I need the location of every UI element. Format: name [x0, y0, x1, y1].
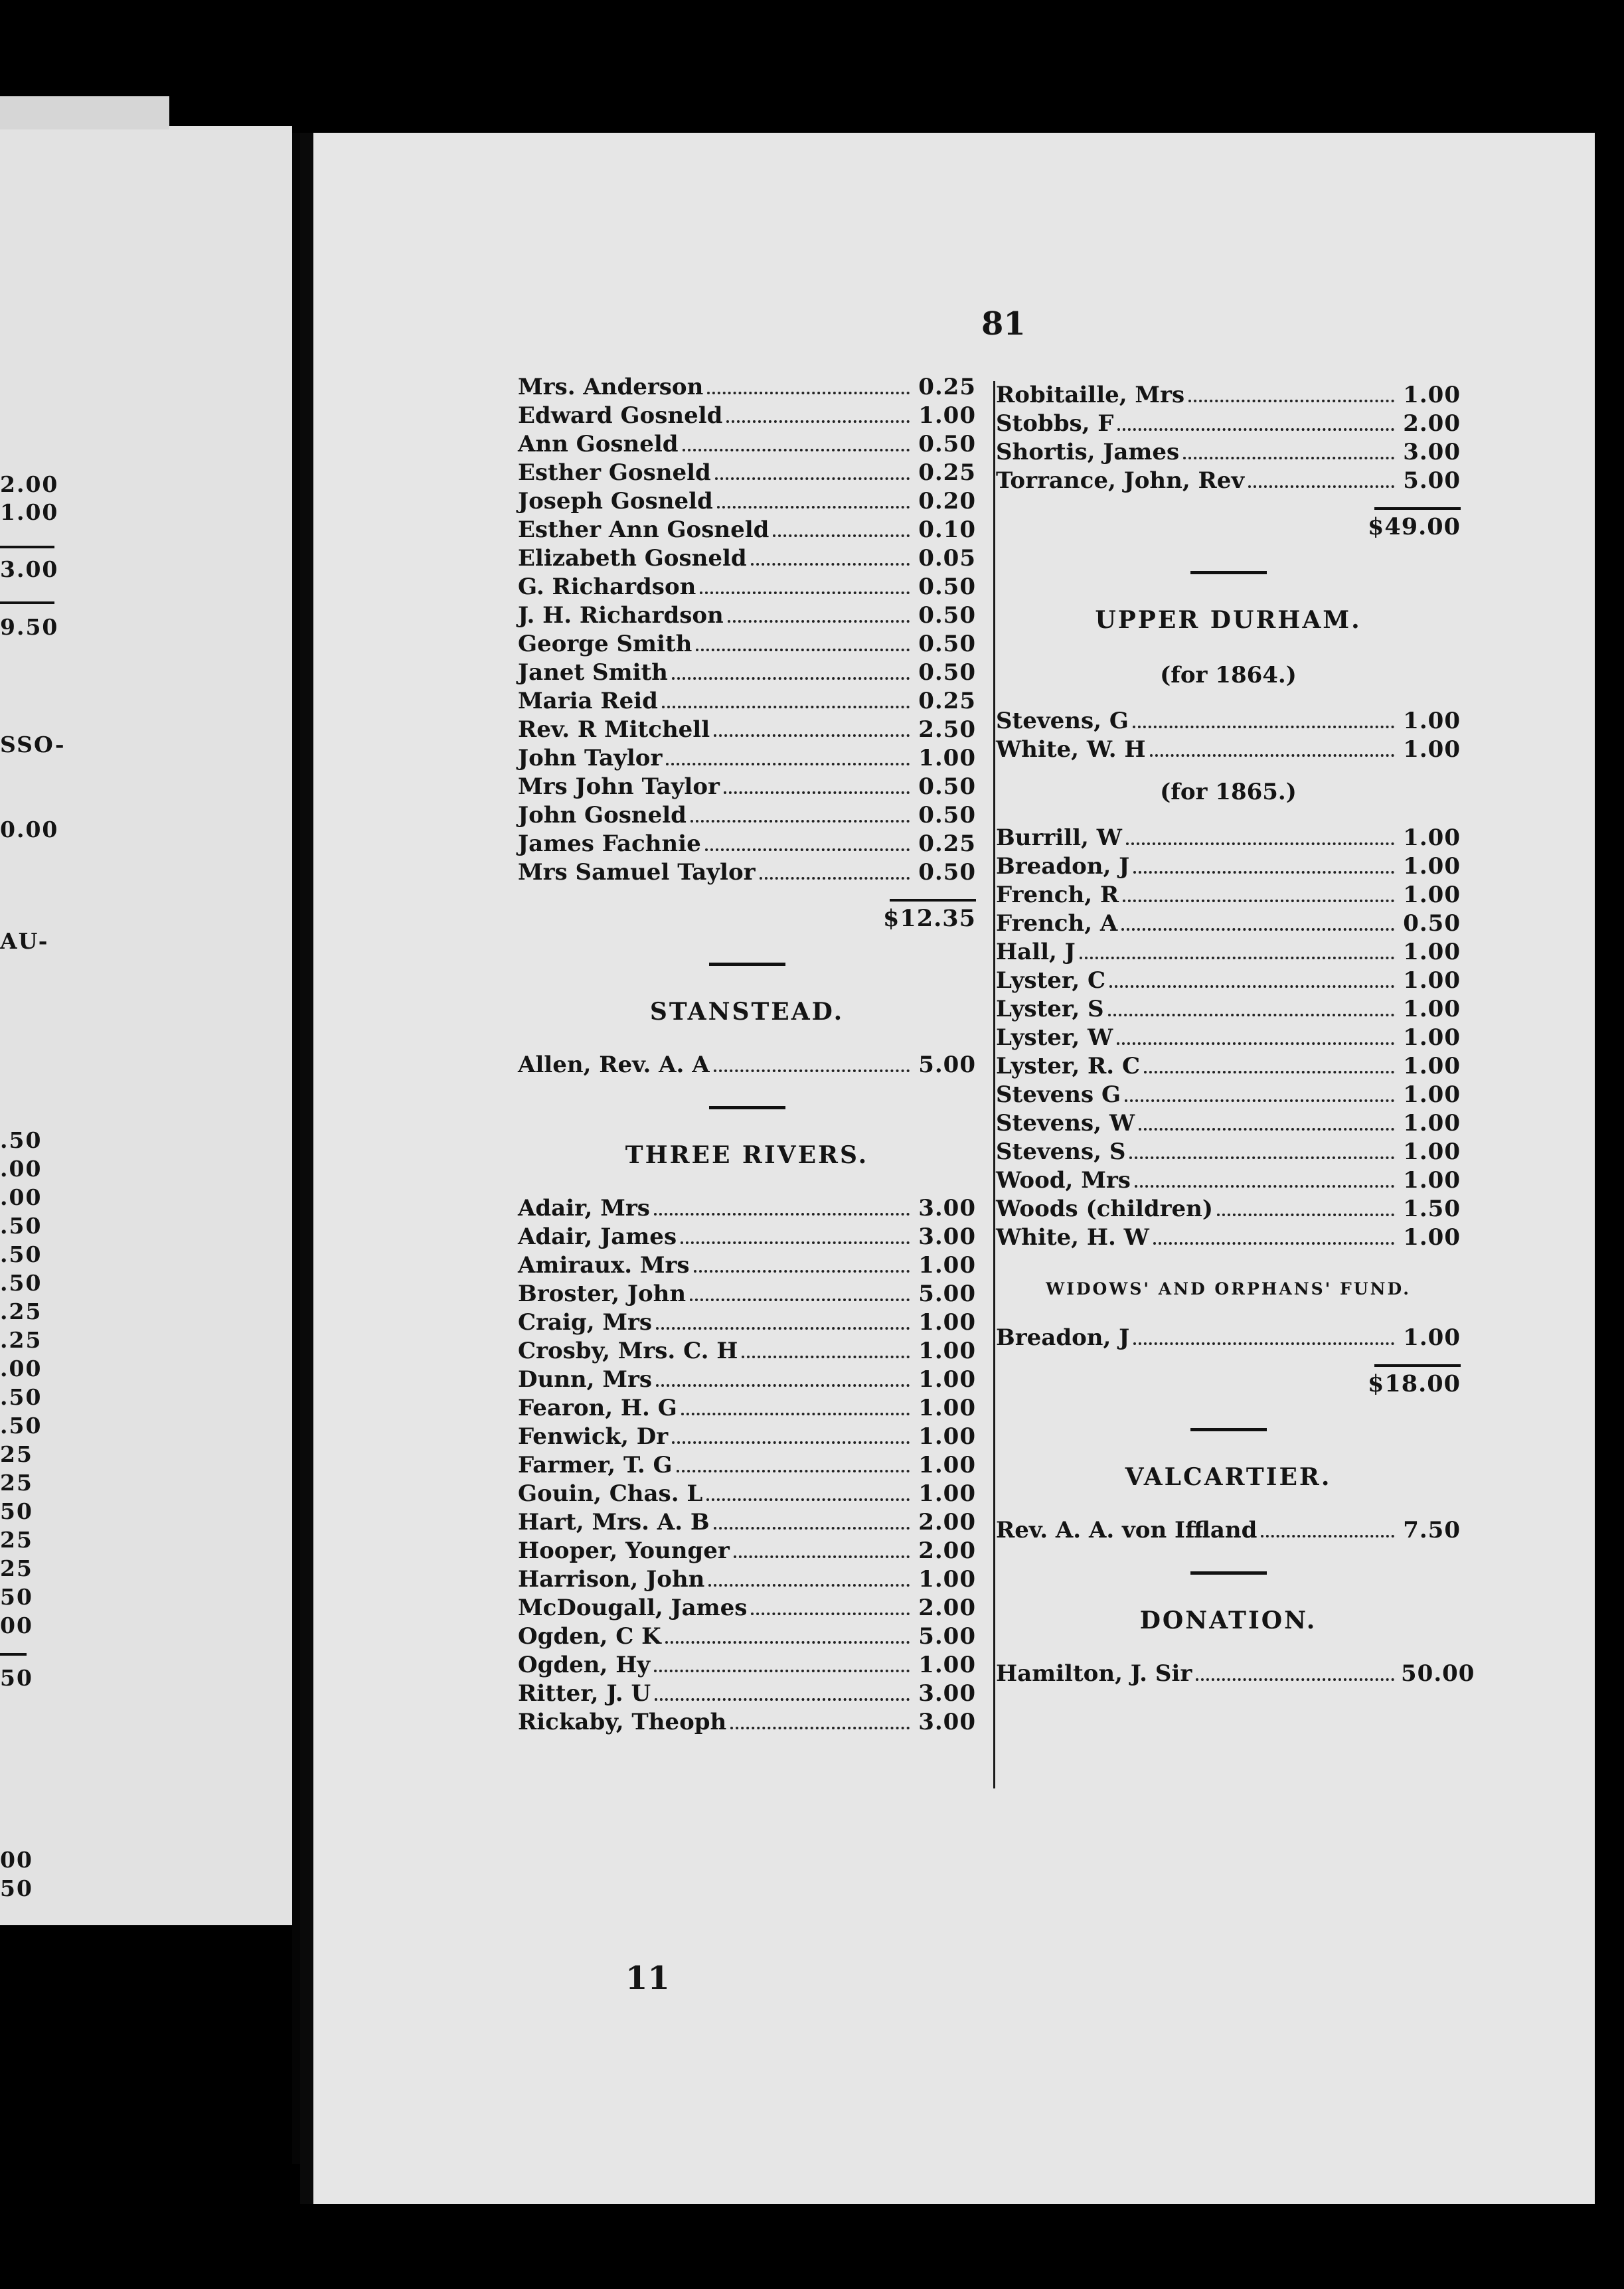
donor-name: White, H. W	[996, 1224, 1149, 1251]
donor-amount: 1.00	[1403, 736, 1461, 763]
list-item	[996, 467, 1461, 495]
donor-amount: 0.50	[1403, 910, 1461, 937]
donor-amount: 1.00	[1403, 1139, 1461, 1165]
donor-amount: 2.50	[918, 716, 976, 743]
section-heading: THREE RIVERS.	[625, 1141, 869, 1169]
donor-name: Harrison, John	[518, 1566, 705, 1593]
donor-name: Esther Gosneld	[518, 459, 711, 486]
donor-amount: 2.00	[918, 1538, 976, 1564]
donor-amount: 1.00	[918, 1309, 976, 1336]
donor-amount: 50.00	[1401, 1660, 1475, 1687]
left-page-tab	[0, 96, 169, 129]
donor-amount: 1.00	[918, 1566, 976, 1593]
donor-amount: 0.50	[918, 574, 976, 600]
donor-amount: 1.00	[1403, 1053, 1461, 1079]
donor-amount: 5.00	[918, 1281, 976, 1307]
list-item	[518, 1622, 976, 1651]
list-item	[996, 909, 1461, 938]
list-item	[518, 1280, 976, 1308]
donor-amount: 1.00	[1403, 1081, 1461, 1108]
left-page-fragment	[0, 126, 292, 1925]
list-item	[996, 938, 1461, 967]
donor-name: Adair, Mrs	[518, 1195, 650, 1222]
donor-name: Craig, Mrs	[518, 1309, 653, 1336]
donor-name: Hamilton, J. Sir	[996, 1660, 1192, 1687]
donor-name: Breadon, J	[996, 1324, 1130, 1351]
donor-name: Farmer, T. G	[518, 1452, 673, 1478]
list-item	[996, 1324, 1461, 1352]
donor-name: Mrs Samuel Taylor	[518, 859, 756, 886]
donor-amount: 1.50	[1403, 1196, 1461, 1222]
donor-amount: 1.00	[1403, 1324, 1461, 1351]
edge-rule	[0, 546, 54, 548]
donor-name: McDougall, James	[518, 1595, 748, 1621]
edge-text: 00	[0, 1613, 33, 1638]
donor-amount: 3.00	[918, 1709, 976, 1735]
donor-amount: 2.00	[918, 1509, 976, 1536]
edge-text: 50	[0, 1875, 33, 1901]
list-item	[996, 967, 1461, 995]
section-separator	[709, 1106, 785, 1109]
list-item	[518, 573, 976, 601]
donor-amount: 1.00	[1403, 853, 1461, 880]
list-item	[518, 1194, 976, 1223]
donor-amount: 1.00	[918, 1366, 976, 1393]
donor-amount: 1.00	[918, 1652, 976, 1678]
donor-amount: 2.00	[918, 1595, 976, 1621]
list-item	[996, 1081, 1461, 1109]
donor-name: James Fachnie	[518, 830, 701, 857]
donor-amount: 0.50	[918, 431, 976, 457]
donor-name: John Taylor	[518, 745, 663, 771]
list-item	[996, 736, 1461, 764]
edge-text: 3.00	[0, 556, 59, 582]
donor-amount: 3.00	[1403, 439, 1461, 465]
edge-text: SSO-	[0, 732, 66, 757]
donor-name: White, W. H	[996, 736, 1146, 763]
list-item	[518, 1680, 976, 1708]
donor-name: Stevens, G	[996, 708, 1129, 734]
list-item	[996, 1138, 1461, 1166]
donor-amount: 0.50	[918, 773, 976, 800]
donor-amount: 1.00	[1403, 967, 1461, 994]
column-right	[996, 381, 1475, 1688]
list-item	[518, 630, 976, 659]
list-item	[518, 1366, 976, 1394]
list-item	[518, 601, 976, 630]
donor-amount: 0.50	[918, 859, 976, 886]
list-item	[996, 1052, 1461, 1081]
donor-name: Rev. R Mitchell	[518, 716, 710, 743]
donor-amount: 1.00	[1403, 939, 1461, 965]
edge-text: .00	[0, 1356, 42, 1381]
donor-name: Breadon, J	[996, 853, 1130, 880]
donor-name: Adair, James	[518, 1223, 677, 1250]
donor-name: Janet Smith	[518, 659, 668, 686]
list-item	[996, 1024, 1461, 1052]
donor-name: Joseph Gosneld	[518, 488, 713, 514]
list-item	[996, 852, 1461, 881]
donor-name: Rev. A. A. von Iffland	[996, 1517, 1258, 1543]
list-item	[996, 707, 1461, 736]
list-item	[518, 1251, 976, 1280]
list-item	[518, 1537, 976, 1565]
donor-name: Elizabeth Gosneld	[518, 545, 747, 572]
donor-name: Crosby, Mrs. C. H	[518, 1338, 738, 1364]
list-item	[518, 459, 976, 487]
donor-name: Maria Reid	[518, 688, 658, 714]
donor-amount: 1.00	[918, 402, 976, 429]
edge-text: 25	[0, 1555, 33, 1581]
donor-name: John Gosneld	[518, 802, 687, 829]
year-subheading: (for 1865.)	[1160, 779, 1297, 805]
list-item	[518, 659, 976, 687]
edge-text: .50	[0, 1384, 42, 1410]
list-item	[518, 1051, 976, 1079]
edge-rule	[0, 1653, 27, 1656]
donor-amount: 1.00	[1403, 1110, 1461, 1137]
section-separator	[709, 963, 785, 966]
edge-text: .50	[0, 1127, 42, 1153]
donor-name: Hart, Mrs. A. B	[518, 1509, 710, 1536]
list-item	[996, 1660, 1475, 1688]
section-heading: DONATION.	[1139, 1607, 1317, 1634]
column-left	[518, 373, 976, 1737]
list-item	[518, 773, 976, 801]
edge-rule	[0, 601, 54, 604]
donor-name: Hall, J	[996, 939, 1076, 965]
donor-name: Shortis, James	[996, 439, 1180, 465]
donor-amount: 1.00	[918, 1252, 976, 1279]
donor-name: Broster, John	[518, 1281, 687, 1307]
donor-name: Torrance, John, Rev	[996, 467, 1245, 494]
donor-name: Stevens G	[996, 1081, 1121, 1108]
donor-amount: 1.00	[1403, 1224, 1461, 1251]
edge-text: .50	[0, 1270, 42, 1296]
donor-list	[996, 824, 1461, 1252]
donor-name: Stevens, W	[996, 1110, 1135, 1137]
list-item	[996, 381, 1461, 410]
donor-amount: 1.00	[1403, 382, 1461, 408]
edge-text: 25	[0, 1527, 33, 1553]
donor-name: J. H. Richardson	[518, 602, 724, 629]
list-item	[996, 1109, 1461, 1138]
edge-text: 00	[0, 1847, 33, 1873]
edge-text: .25	[0, 1299, 42, 1324]
donor-name: Mrs John Taylor	[518, 773, 720, 800]
donor-name: Amiraux. Mrs	[518, 1252, 690, 1279]
list-item	[996, 824, 1461, 852]
donor-amount: 3.00	[918, 1195, 976, 1222]
edge-text: .00	[0, 1184, 42, 1210]
donor-amount: 1.00	[918, 1423, 976, 1450]
sheet-signature: 11	[625, 1960, 670, 1997]
edge-text: 50	[0, 1665, 33, 1691]
donor-amount: 0.50	[918, 602, 976, 629]
list-item	[996, 410, 1461, 438]
donor-amount: 1.00	[918, 1452, 976, 1478]
list-item	[518, 402, 976, 430]
donor-list	[518, 373, 976, 887]
donor-name: Esther Ann Gosneld	[518, 516, 770, 543]
edge-text: .50	[0, 1241, 42, 1267]
list-item	[996, 1223, 1461, 1252]
section-total: $18.00	[1368, 1370, 1461, 1397]
list-item	[518, 830, 976, 858]
list-item	[518, 1394, 976, 1423]
list-item	[996, 881, 1461, 909]
donor-name: Mrs. Anderson	[518, 374, 704, 400]
list-item	[518, 487, 976, 516]
donor-list	[996, 381, 1461, 495]
edge-text: .50	[0, 1213, 42, 1239]
page-number: 81	[981, 305, 1026, 343]
donor-amount: 1.00	[1403, 825, 1461, 851]
donor-name: Gouin, Chas. L	[518, 1480, 703, 1507]
year-subheading: (for 1864.)	[1160, 662, 1297, 688]
donor-name: Lyster, W	[996, 1024, 1113, 1051]
donor-name: Stobbs, F	[996, 410, 1114, 437]
donor-list	[518, 1194, 976, 1737]
section-heading: STANSTEAD.	[649, 998, 845, 1026]
donor-name: Lyster, C	[996, 967, 1106, 994]
donor-name: Robitaille, Mrs	[996, 382, 1185, 408]
list-item	[518, 1508, 976, 1537]
list-item	[518, 516, 976, 544]
donor-amount: 1.00	[918, 1480, 976, 1507]
list-item	[996, 1195, 1461, 1223]
donor-name: Stevens, S	[996, 1139, 1126, 1165]
donor-name: Hooper, Younger	[518, 1538, 730, 1564]
donor-list	[996, 707, 1461, 764]
donor-amount: 1.00	[918, 1395, 976, 1421]
donor-amount: 1.00	[918, 1338, 976, 1364]
edge-text: 25	[0, 1470, 33, 1496]
list-item	[518, 801, 976, 830]
list-item	[518, 1223, 976, 1251]
donor-name: Allen, Rev. A. A	[518, 1052, 710, 1078]
section-separator	[1190, 1571, 1267, 1575]
list-item	[518, 544, 976, 573]
edge-text: 25	[0, 1441, 33, 1467]
edge-text: 50	[0, 1584, 33, 1610]
donor-amount: 1.00	[1403, 1167, 1461, 1194]
list-item	[996, 1516, 1461, 1545]
edge-text: 0.00	[0, 817, 59, 842]
donor-amount: 0.25	[918, 374, 976, 400]
edge-text: 50	[0, 1498, 33, 1524]
donor-name: Rickaby, Theoph	[518, 1709, 727, 1735]
donor-amount: 7.50	[1403, 1517, 1461, 1543]
donor-amount: 0.05	[918, 545, 976, 572]
column-divider	[993, 381, 995, 1788]
list-item	[518, 1451, 976, 1480]
donor-name: Wood, Mrs	[996, 1167, 1131, 1194]
list-item	[996, 438, 1461, 467]
donor-amount: 0.25	[918, 459, 976, 486]
donor-name: Lyster, R. C	[996, 1053, 1141, 1079]
donor-name: Burrill, W	[996, 825, 1122, 851]
donor-amount: 3.00	[918, 1680, 976, 1707]
list-item	[518, 1594, 976, 1622]
edge-text: 1.00	[0, 499, 59, 525]
donor-amount: 0.25	[918, 688, 976, 714]
list-item	[518, 1565, 976, 1594]
list-item	[518, 858, 976, 887]
donor-amount: 1.00	[1403, 882, 1461, 908]
edge-text: AU-	[0, 928, 49, 954]
donor-amount: 5.00	[918, 1052, 976, 1078]
donor-name: George Smith	[518, 631, 692, 657]
list-item	[518, 1423, 976, 1451]
donor-amount: 3.00	[918, 1223, 976, 1250]
donor-name: Woods (children)	[996, 1196, 1213, 1222]
list-item	[518, 716, 976, 744]
edge-text: .00	[0, 1156, 42, 1182]
list-item	[518, 1337, 976, 1366]
donor-amount: 5.00	[1403, 467, 1461, 494]
list-item	[518, 1308, 976, 1337]
list-item	[996, 1166, 1461, 1195]
donor-amount: 0.25	[918, 830, 976, 857]
section-heading: VALCARTIER.	[1125, 1463, 1332, 1491]
donor-amount: 0.50	[918, 802, 976, 829]
donor-name: Fearon, H. G	[518, 1395, 677, 1421]
list-item	[996, 995, 1461, 1024]
edge-text: .25	[0, 1327, 42, 1353]
donor-name: G. Richardson	[518, 574, 696, 600]
donor-amount: 0.50	[918, 659, 976, 686]
donor-amount: 0.50	[918, 631, 976, 657]
donor-amount: 0.20	[918, 488, 976, 514]
list-item	[518, 744, 976, 773]
section-total: $12.35	[883, 905, 976, 932]
list-item	[518, 430, 976, 459]
donor-name: Ogden, C K	[518, 1623, 661, 1650]
section-heading: UPPER DURHAM.	[1095, 606, 1362, 634]
edge-text: .50	[0, 1413, 42, 1439]
donor-name: French, A	[996, 910, 1118, 937]
list-item	[518, 1708, 976, 1737]
donor-name: Fenwick, Dr	[518, 1423, 669, 1450]
donor-name: Ritter, J. U	[518, 1680, 651, 1707]
donor-name: Edward Gosneld	[518, 402, 723, 429]
list-item	[518, 373, 976, 402]
list-item	[518, 687, 976, 716]
fund-heading: WIDOWS' AND ORPHANS' FUND.	[1046, 1279, 1411, 1299]
edge-text: 9.50	[0, 614, 59, 640]
donor-amount: 5.00	[918, 1623, 976, 1650]
list-item	[518, 1651, 976, 1680]
donor-amount: 1.00	[1403, 1024, 1461, 1051]
donor-amount: 1.00	[1403, 708, 1461, 734]
section-separator	[1190, 571, 1267, 574]
section-total: $49.00	[1368, 513, 1461, 540]
donor-amount: 0.10	[918, 516, 976, 543]
donor-amount: 2.00	[1403, 410, 1461, 437]
donor-name: French, R	[996, 882, 1119, 908]
list-item	[518, 1480, 976, 1508]
edge-text: 2.00	[0, 471, 59, 497]
donor-amount: 1.00	[918, 745, 976, 771]
donor-amount: 1.00	[1403, 996, 1461, 1022]
donor-name: Ogden, Hy	[518, 1652, 651, 1678]
donor-name: Dunn, Mrs	[518, 1366, 653, 1393]
donor-name: Ann Gosneld	[518, 431, 679, 457]
section-separator	[1190, 1428, 1267, 1431]
donor-name: Lyster, S	[996, 996, 1104, 1022]
